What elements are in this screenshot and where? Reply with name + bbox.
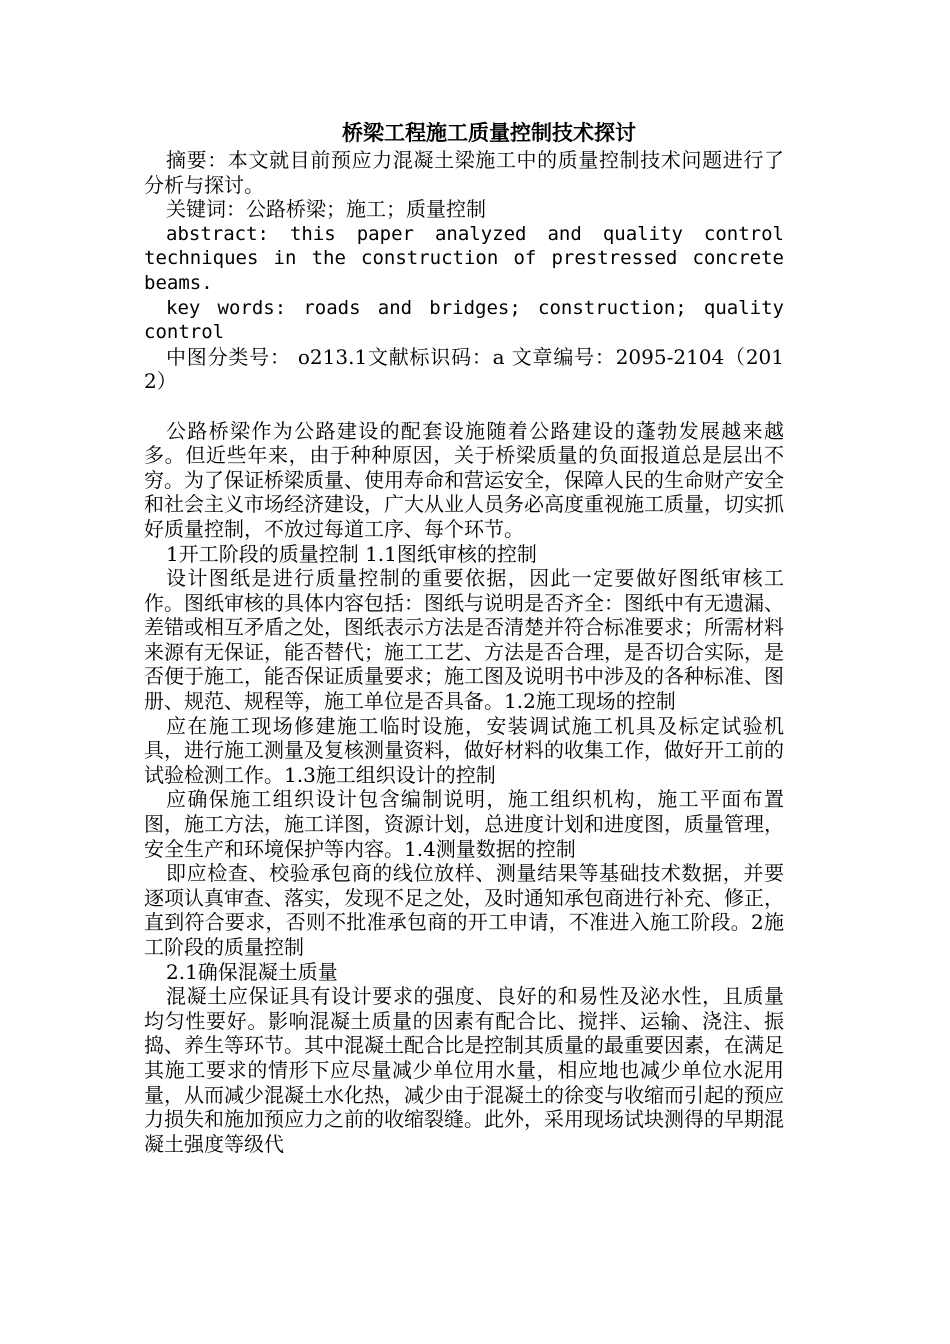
body-paragraph: 即应检查、校验承包商的线位放样、测量结果等基础技术数据，并要逐项认真审查、落实，发现不足之处，及时通知承包商进行补充、修正，直到符合要求，否则不批准承包商的开工申请，不准进入施工阶段。2施工阶段的质量控制 bbox=[144, 861, 784, 959]
keywords-cn: 关键词：公路桥梁；施工；质量控制 bbox=[166, 197, 486, 222]
section-heading: 2.1确保混凝土质量 bbox=[166, 959, 338, 984]
body-paragraph: 设计图纸是进行质量控制的重要依据，因此一定要做好图纸审核工作。图纸审核的具体内容包括：图纸与说明是否齐全：图纸中有无遗漏、差错或相互矛盾之处，图纸表示方法是否清楚并符合标准要求；所需材料来源有无保证，能否替代；施工工艺、方法是否合理，是否切合实际，是否便于施工，能否保证质量要求；施工图及说明书中涉及的各种标准、图册、规范、规程等，施工单位是否具备。1.2施工现场的控制 bbox=[144, 566, 784, 714]
abstract-en: abstract: this paper analyzed and quality control techniques in the construction of prestressed concrete beams. bbox=[144, 222, 784, 294]
paragraph-gap bbox=[144, 394, 784, 419]
body-paragraph: 混凝土应保证具有设计要求的强度、良好的和易性及泌水性，且质量均匀性要好。影响混凝土质量的因素有配合比、搅拌、运输、浇注、振捣、养生等环节。其中混凝土配合比是控制其质量的最重要因素，在满足其施工要求的情形下应尽量减少单位用水量，相应地也减少单位水泥用量，从而减少混凝土水化热，减少由于混凝土的徐变与收缩而引起的预应力损失和施加预应力之前的收缩裂缝。此外，采用现场试块测得的早期混凝土强度等级代 bbox=[144, 984, 784, 1156]
document-page bbox=[144, 118, 784, 1156]
body-paragraph: 应确保施工组织设计包含编制说明，施工组织机构，施工平面布置图，施工方法，施工详图，资源计划，总进度计划和进度图，质量管理，安全生产和环境保护等内容。1.4测量数据的控制 bbox=[144, 787, 784, 861]
body-paragraph: 应在施工现场修建施工临时设施，安装调试施工机具及标定试验机具，进行施工测量及复核测量资料，做好材料的收集工作，做好开工前的试验检测工作。1.3施工组织设计的控制 bbox=[144, 713, 784, 787]
section-heading: 1开工阶段的质量控制 1.1图纸审核的控制 bbox=[166, 541, 537, 566]
abstract-cn: 摘要：本文就目前预应力混凝土梁施工中的质量控制技术问题进行了分析与探讨。 bbox=[144, 148, 784, 197]
keywords-en: key words: roads and bridges; construction; quality control bbox=[144, 296, 784, 344]
document-title: 桥梁工程施工质量控制技术探讨 bbox=[342, 120, 636, 145]
body-paragraph: 公路桥梁作为公路建设的配套设施随着公路建设的蓬勃发展越来越多。但近些年来，由于种种原因，关于桥梁质量的负面报道总是层出不穷。为了保证桥梁质量、使用寿命和营运安全，保障人民的生命财产安全和社会主义市场经济建设，广大从业人员务必高度重视施工质量，切实抓好质量控制，不放过每道工序、每个环节。 bbox=[144, 418, 784, 541]
classification-line: 中图分类号： o213.1文献标识码：a 文章编号：2095-2104（2012） bbox=[144, 344, 784, 394]
